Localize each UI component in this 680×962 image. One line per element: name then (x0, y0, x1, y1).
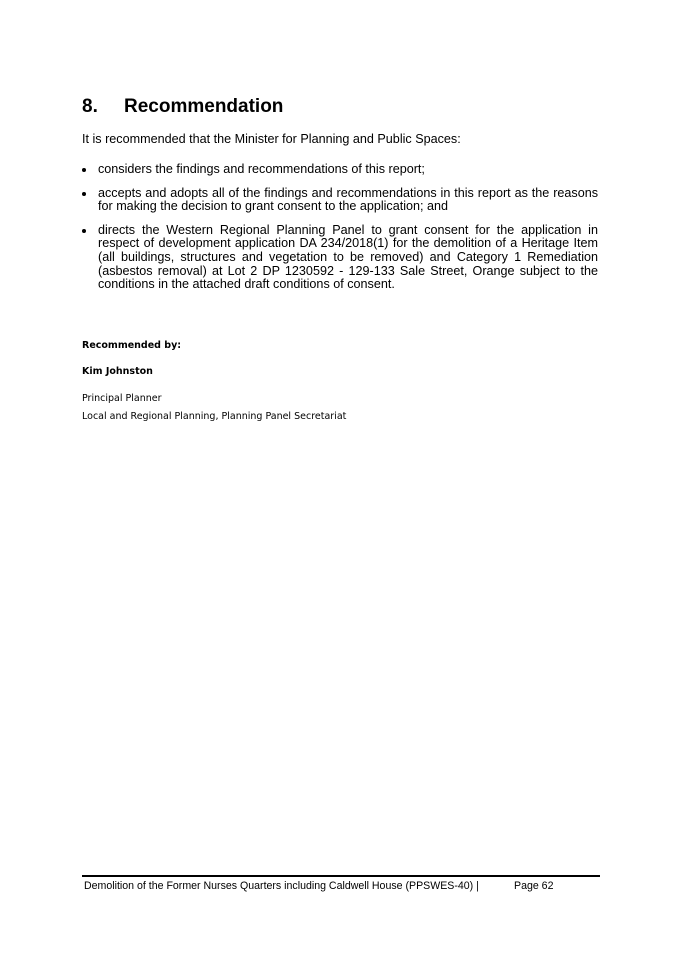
footer-document-title: Demolition of the Former Nurses Quarters including Caldwell House (PPSWES-40) | (84, 880, 479, 892)
recommendation-list (82, 163, 598, 302)
section-title: Recommendation (124, 96, 284, 117)
footer-page-number: Page 62 (514, 880, 554, 892)
bullet-icon (82, 229, 86, 233)
list-item (82, 224, 598, 292)
footer-divider (82, 875, 600, 877)
recommended-by-label: Recommended by: (82, 340, 182, 351)
signatory-unit: Local and Regional Planning, Planning Panel Secretariat (82, 411, 347, 422)
section-heading (82, 95, 283, 119)
list-item-text: considers the findings and recommendations of this report; (98, 162, 425, 176)
bullet-icon (82, 168, 86, 172)
list-item-text: accepts and adopts all of the findings and recommendations in this report as the reasons for making the decision to grant consent to the application; and (98, 185, 598, 214)
list-item (82, 163, 598, 177)
bullet-icon (82, 192, 86, 196)
signatory-role: Principal Planner (82, 393, 162, 404)
list-item-text: directs the Western Regional Planning Panel to grant consent for the application in respect of development application DA 234/2018(1) for the demolition of a Heritage Item (all buildings, structures and vegetation to be removed) and Category 1 Remediation (asbestos removal) at Lot 2 DP 1230592 - 129-133 Sale Street, Orange subject to the conditions in the attached draft conditions of consent. (98, 222, 598, 292)
signatory-name: Kim Johnston (82, 366, 153, 377)
intro-paragraph: It is recommended that the Minister for Planning and Public Spaces: (82, 132, 461, 146)
list-item (82, 187, 598, 214)
section-number: 8. (82, 96, 98, 117)
